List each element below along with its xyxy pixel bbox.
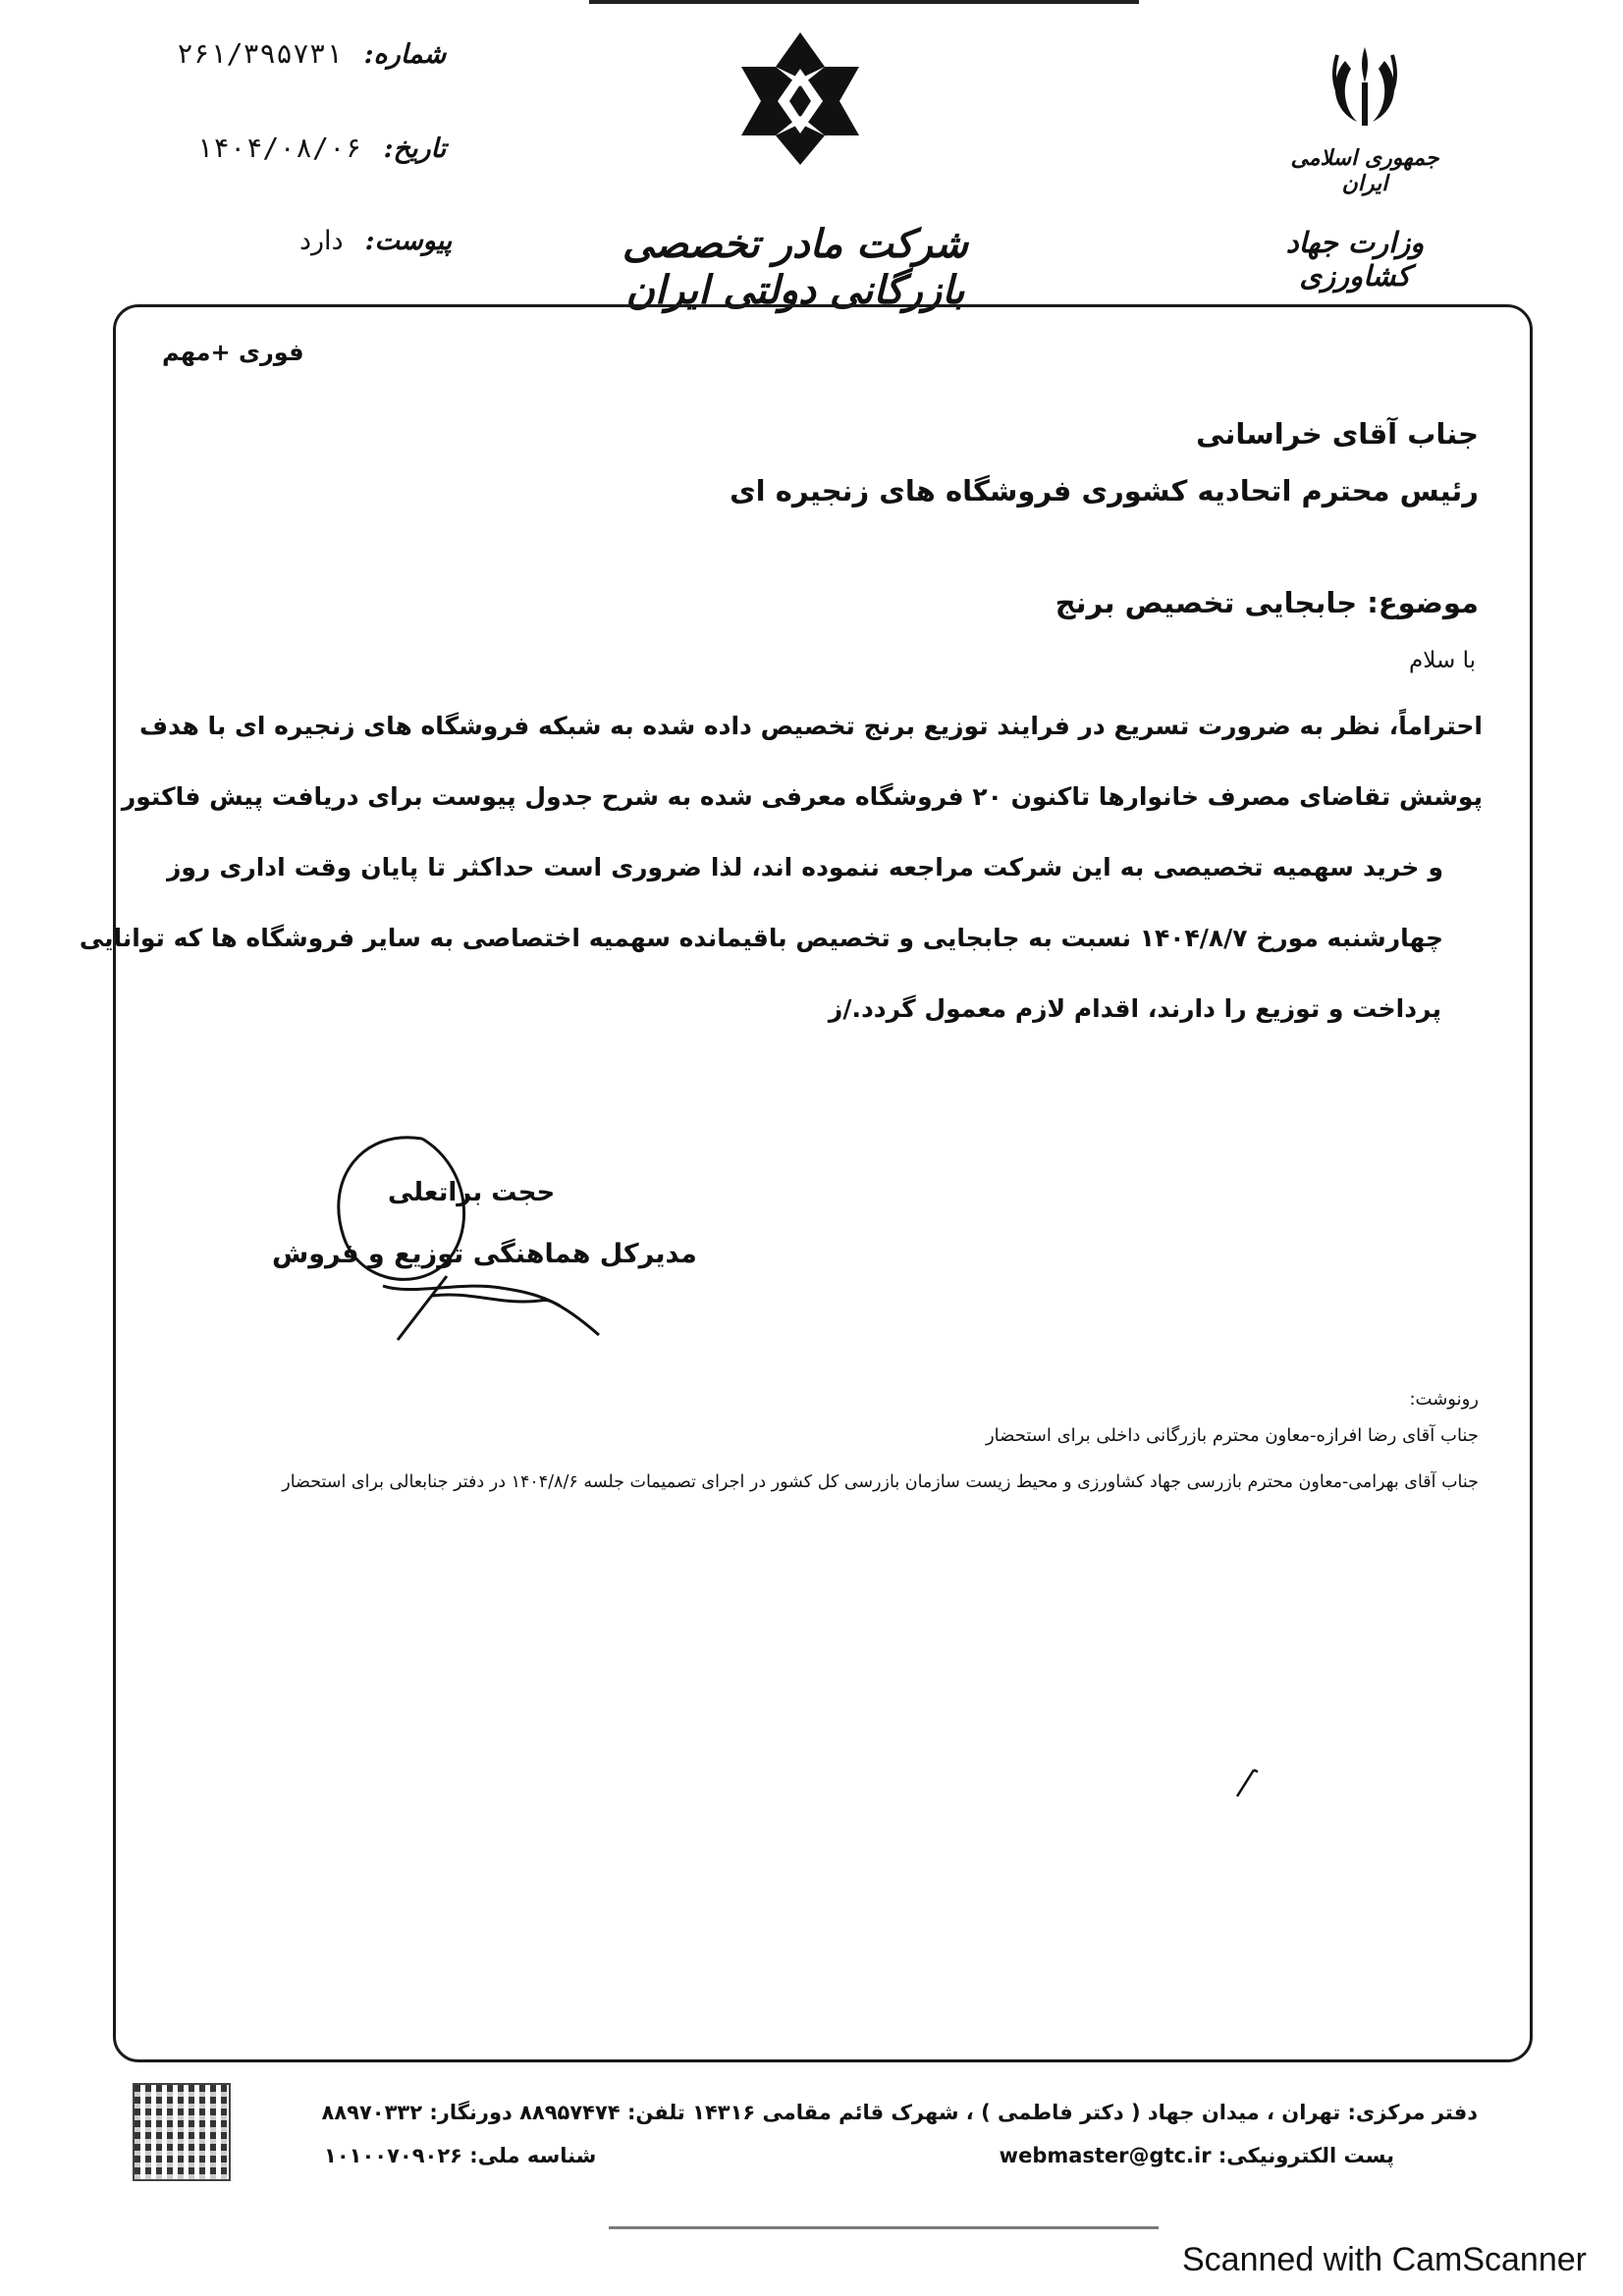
scan-edge [609,2226,1159,2229]
footer-address: دفتر مرکزی: تهران ، میدان جهاد ( دکتر فاطمی ) ، شهرک قائم مقامی ۱۴۳۱۶ تلفن: ۸۸۹۵۷۴۷۴ دورنگار: ۸۸۹۷۰۳۳۲ [321,2101,1478,2124]
date-value: ۱۴۰۴/۰۸/۰۶ [196,132,362,164]
qr-code-icon [133,2083,231,2181]
greeting: با سلام [1409,648,1476,673]
cc-line: جناب آقای بهرامی-معاون محترم بازرسی جهاد کشاورزی و محیط زیست سازمان بازرسی کل کشور در اجرای تصمیمات جلسه ۱۴۰۴/۸/۶ در دفتر جنابعالی برای استحضار [282,1472,1479,1492]
attachment-label: پیوست: [364,226,453,256]
iran-emblem-icon [1316,39,1414,137]
letter-subject: موضوع: جابجایی تخصیص برنج [1055,586,1479,619]
body-line: پوشش تقاضای مصرف خانوارها تاکنون ۲۰ فروشگاه معرفی شده به شرح جدول پیوست برای دریافت پیش فاکتور [121,782,1483,811]
body-line: پرداخت و توزیع را دارند، اقدام لازم معمول گردد./ز [828,994,1441,1023]
date-label: تاریخ: [383,133,447,164]
signature-scribble-icon [304,1119,619,1355]
republic-title: جمهوری اسلامی ایران [1290,145,1439,196]
cc-line: جناب آقای رضا افرازه-معاون محترم بازرگانی داخلی برای استحضار [985,1425,1479,1446]
recipient-name: جناب آقای خراسانی [1196,417,1479,451]
footer-national-id: شناسه ملی: ۱۰۱۰۰۷۰۹۰۲۶ [324,2144,597,2167]
camscanner-watermark: Scanned with CamScanner [1181,2241,1587,2278]
letter-date [196,132,446,164]
recipient-title: رئیس محترم اتحادیه کشوری فروشگاه های زنجیره ای [730,474,1479,507]
ministry-name: وزارت جهاد کشاورزی [1285,226,1425,293]
company-name: شرکت مادر تخصصی بازرگانی دولتی ایران [622,221,969,313]
signatory-title: مدیرکل هماهنگی توزیع و فروش [272,1239,697,1269]
signatory-name: حجت براتعلی [388,1178,556,1207]
letter-number [177,37,446,70]
body-line: چهارشنبه مورخ ۱۴۰۴/۸/۷ نسبت به جابجایی و تخصیص باقیمانده سهمیه اختصاصی به سایر فروشگاه ها که توانایی [79,924,1443,952]
footer-email: پست الکترونیکی: webmaster@gtc.ir [999,2144,1394,2167]
pen-mark-icon [1232,1762,1262,1801]
number-value: ۲۶۱/۳۹۵۷۳۱ [177,37,343,70]
cc-title: رونوشت: [1409,1389,1479,1410]
body-line: احتراماً، نظر به ضرورت تسریع در فرایند توزیع برنج تخصیص داده شده به شبکه فروشگاه های زنجیره ای با هدف [138,712,1483,740]
number-label: شماره: [363,39,447,70]
company-logo-icon [736,27,864,170]
priority-label: فوری +مهم [162,339,304,366]
attachment-value: دارد [299,226,344,256]
scan-edge [589,0,1139,4]
letter-attachment [299,226,452,256]
body-line: و خرید سهمیه تخصیصی به این شرکت مراجعه ننموده اند، لذا ضروری است حداکثر تا پایان وقت اداری روز [167,853,1443,881]
